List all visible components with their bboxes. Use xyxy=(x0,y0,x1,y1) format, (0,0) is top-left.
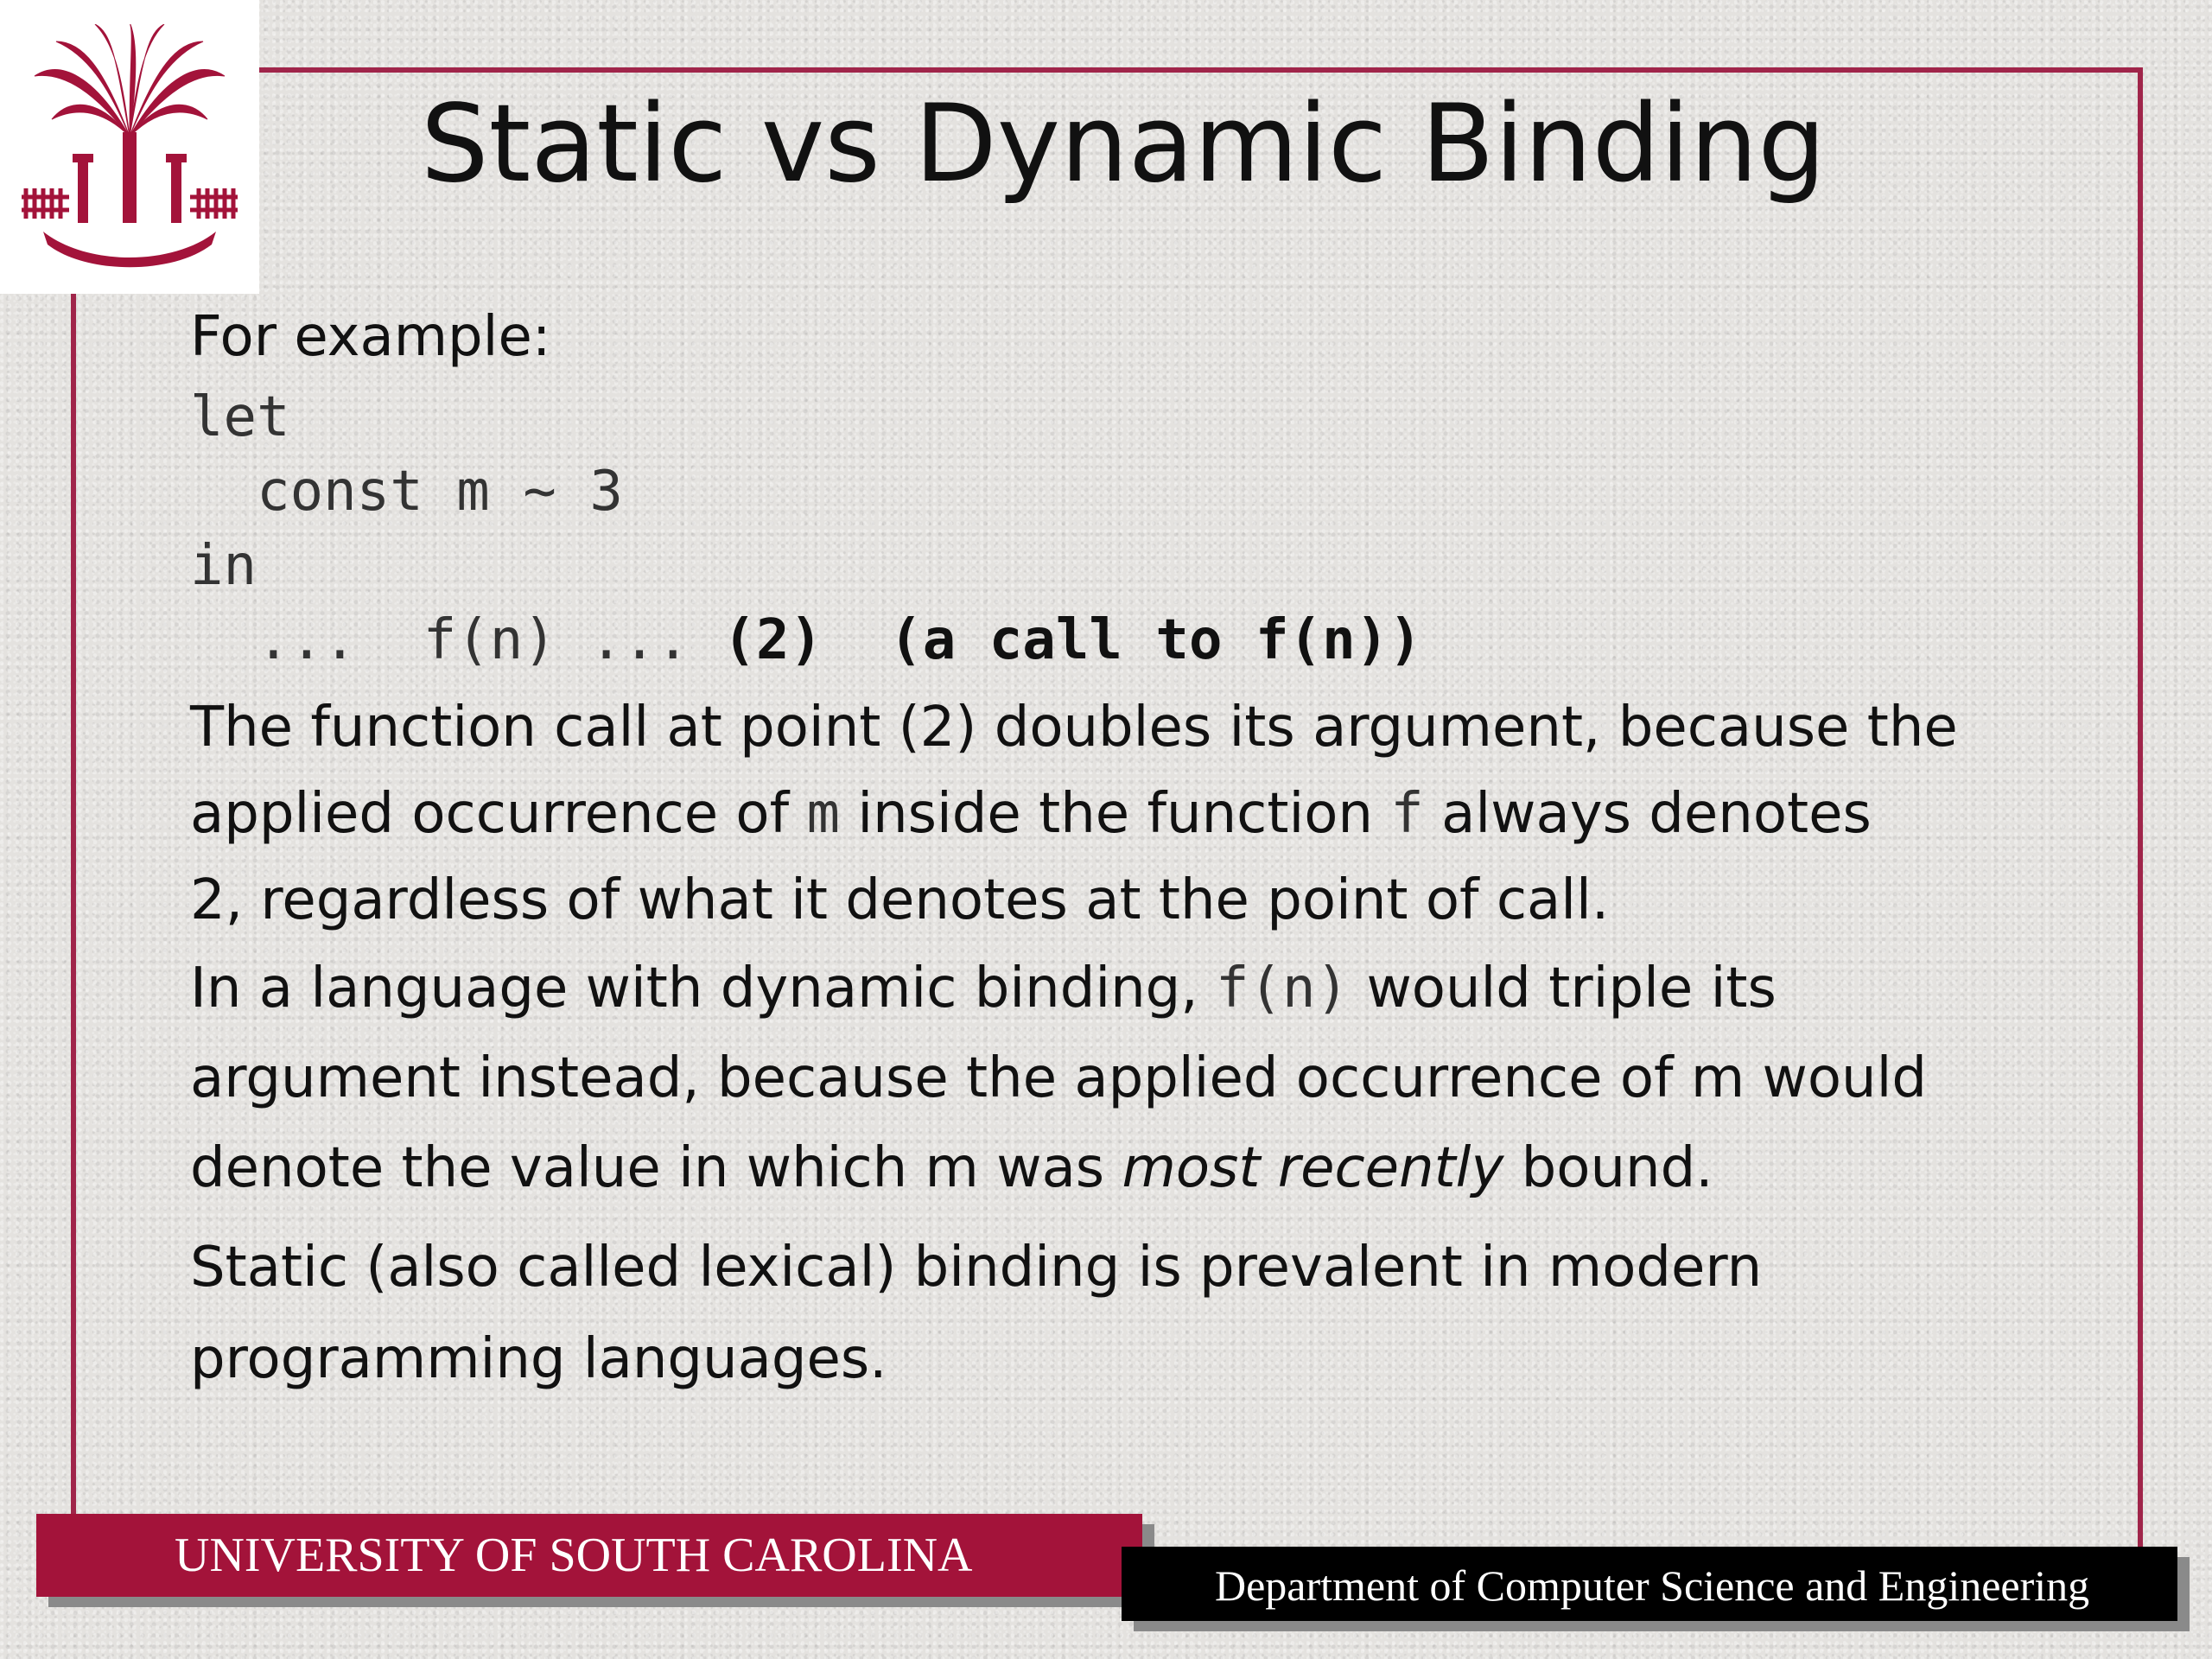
intro-text: For example: xyxy=(190,305,551,369)
frame-left-border xyxy=(71,294,76,1521)
inline-code-f: f xyxy=(1390,782,1424,846)
code-line-in: in xyxy=(190,534,257,598)
code-line-let: let xyxy=(190,385,290,449)
inline-code-fn: f(n) xyxy=(1215,957,1350,1020)
footer-university-name: UNIVERSITY OF SOUTH CAROLINA xyxy=(175,1529,973,1582)
emphasis-most-recently: most recently xyxy=(1122,1136,1504,1200)
footer-department-name: Department of Computer Science and Engineering xyxy=(1215,1561,2090,1610)
code-line-const: const m ~ 3 xyxy=(190,460,623,524)
paragraph-dynamic-binding xyxy=(190,944,2108,1213)
university-logo xyxy=(0,0,259,294)
frame-top-border xyxy=(259,67,2143,73)
paragraph-line: argument instead, because the applied occurrence of m would xyxy=(190,1046,1927,1110)
code-block xyxy=(190,380,2108,677)
slide-content xyxy=(190,294,2108,1405)
paragraph-line: denote the value in which m was most recently bound. xyxy=(190,1136,1713,1200)
code-line-call xyxy=(190,603,2108,677)
paragraph-line: applied occurrence of m inside the function f always denotes xyxy=(190,782,1872,846)
paragraph-line: The function call at point (2) doubles its argument, because the xyxy=(190,696,1958,760)
palmetto-tree-seal-icon xyxy=(17,24,242,270)
paragraph-static-binding xyxy=(190,684,2108,944)
paragraph-line: In a language with dynamic binding, f(n) would triple its xyxy=(190,957,1777,1020)
paragraph-lexical-binding xyxy=(190,1222,2108,1405)
footer-university-bar xyxy=(36,1514,1142,1597)
code-call-annotation: (2) (a call to f(n)) xyxy=(722,608,1422,672)
slide-title: Static vs Dynamic Binding xyxy=(420,82,1827,207)
paragraph-line: Static (also called lexical) binding is prevalent in modern xyxy=(190,1236,1763,1300)
inline-code-m: m xyxy=(806,782,840,846)
footer-department-bar xyxy=(1122,1547,2177,1621)
frame-right-border xyxy=(2138,67,2143,1571)
paragraph-line: programming languages. xyxy=(190,1327,887,1391)
paragraph-line: 2, regardless of what it denotes at the point of call. xyxy=(190,868,1610,932)
code-call-expression: ... f(n) ... xyxy=(190,608,723,672)
